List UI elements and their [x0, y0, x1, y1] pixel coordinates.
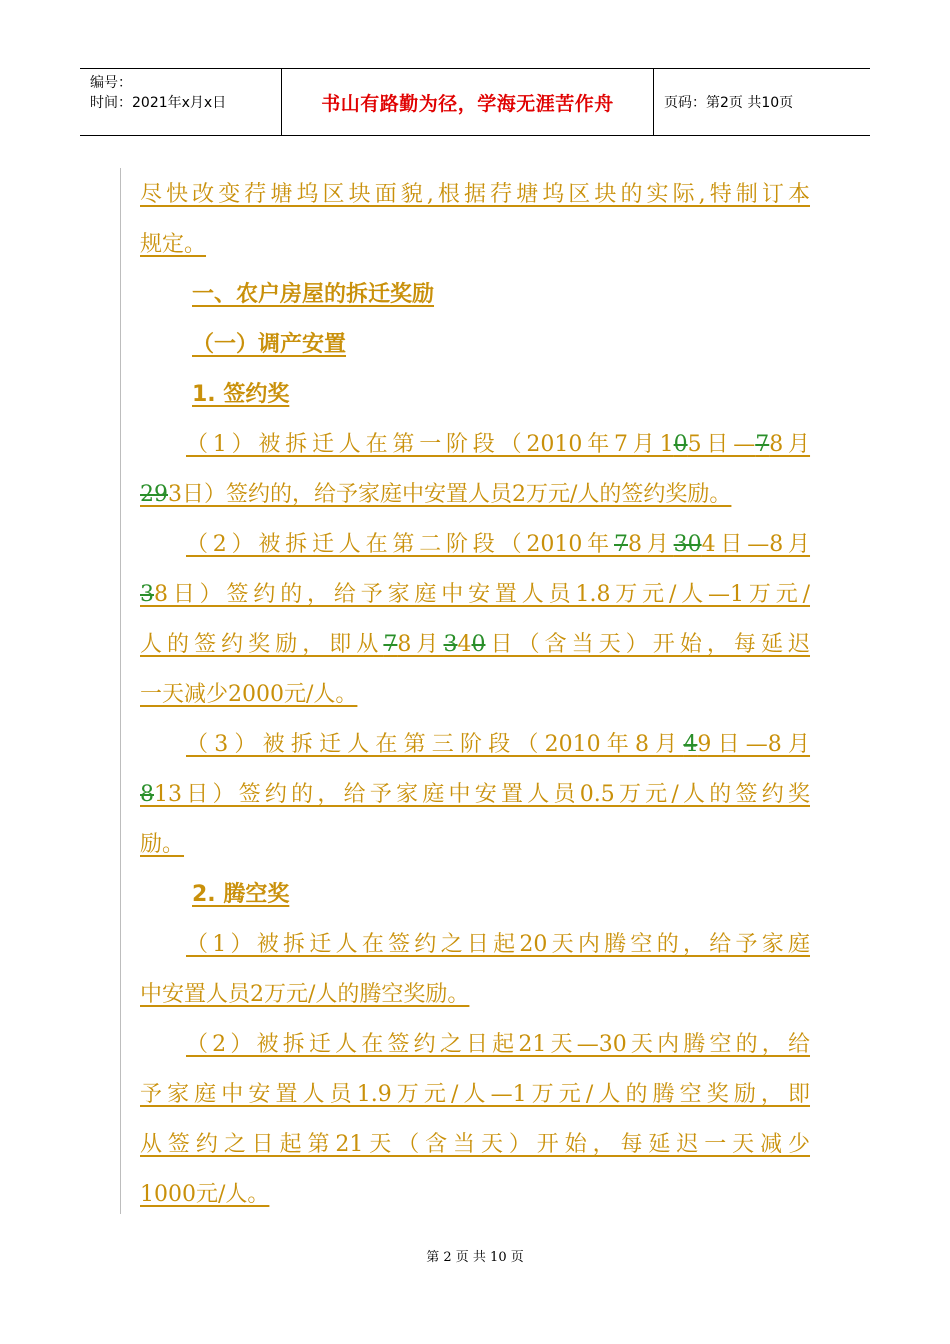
paragraph-line: 人的签约奖励，即从78月340日（含当天）开始，每延迟: [140, 632, 810, 657]
paragraph-line: （1）被拆迁人在第一阶段（2010年7月105日—78月: [186, 432, 811, 457]
paragraph-line: 38日）签约的，给予家庭中安置人员1.8万元/人—1万元/: [140, 582, 810, 607]
paragraph-line: 励。: [140, 832, 185, 857]
margin-line: [120, 168, 121, 1214]
header-time: 时间：2021年x月x日: [90, 95, 227, 111]
item-heading: 2. 腾空奖: [192, 882, 290, 907]
item-heading: 1. 签约奖: [192, 382, 290, 407]
header-meta: [80, 69, 282, 135]
paragraph-line: （2）被拆迁人在签约之日起21天—30天内腾空的，给: [186, 1032, 810, 1057]
paragraph-line: 从签约之日起第21天（含当天）开始，每延迟一天减少: [140, 1132, 810, 1157]
body-line: 规定。: [140, 232, 207, 257]
header-motto: 书山有路勤为径，学海无涯苦作舟: [282, 69, 654, 135]
subsection-heading: （一）调产安置: [192, 332, 347, 357]
page-footer: 第 2 页 共 10 页: [426, 1250, 524, 1265]
section-heading: 一、农户房屋的拆迁奖励: [192, 282, 435, 307]
paragraph-line: （1）被拆迁人在签约之日起20天内腾空的，给予家庭: [186, 932, 810, 957]
paragraph-line: 一天减少2000元/人。: [140, 682, 358, 707]
header-number-label: 编号：: [90, 75, 132, 91]
paragraph-line: 293日）签约的，给予家庭中安置人员2万元/人的签约奖励。: [140, 482, 732, 507]
paragraph-line: 1000元/人。: [140, 1182, 270, 1207]
paragraph-line: 813日）签约的，给予家庭中安置人员0.5万元/人的签约奖: [140, 782, 810, 807]
paragraph-line: （3）被拆迁人在第三阶段（2010年8月49日—8月: [186, 732, 811, 757]
paragraph-line: 中安置人员2万元/人的腾空奖励。: [140, 982, 470, 1007]
paragraph-line: 予家庭中安置人员1.9万元/人—1万元/人的腾空奖励，即: [140, 1082, 810, 1107]
paragraph-line: （2）被拆迁人在第二阶段（2010年78月304日—8月: [186, 532, 811, 557]
page-header: [80, 68, 870, 136]
body-line: 尽快改变荇塘坞区块面貌,根据荇塘坞区块的实际,特制订本: [140, 182, 810, 207]
header-page-info: 页码：第2页 共10页: [664, 95, 794, 111]
